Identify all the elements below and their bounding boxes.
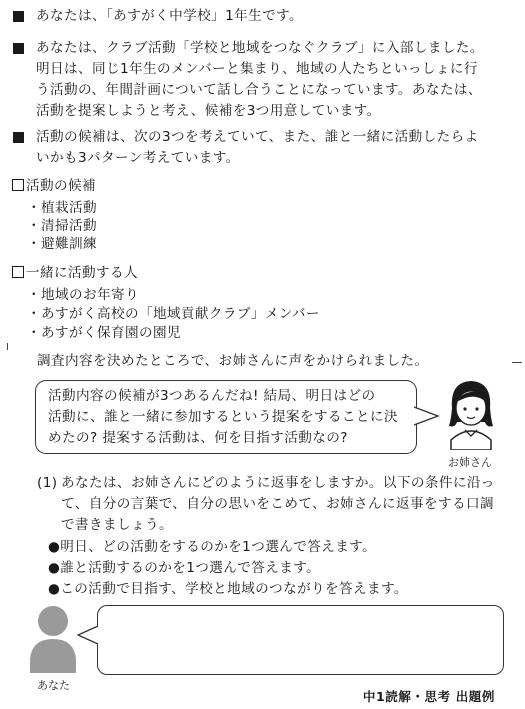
text-line: あなたは、「あすがく中学校」1年生です。: [36, 8, 304, 24]
sister-label: お姉さん: [448, 456, 492, 469]
partners-heading: [12, 263, 138, 284]
question-text: [61, 473, 495, 536]
bubble-tail: [414, 405, 440, 429]
condition-item: ●明日、どの活動をするのかを1つ選んで答えます。: [48, 539, 377, 555]
intro-paragraph-1: [36, 6, 496, 27]
bullet-square: [13, 132, 24, 143]
checkbox-icon: [12, 266, 24, 278]
text-line: 活動の候補は、次の3つを考えていて、また、誰と一緒に活動したらよ: [36, 129, 479, 145]
footer-label: 中1読解・思考 出題例: [362, 689, 495, 704]
student-silhouette: [28, 603, 78, 673]
sister-illustration: [443, 378, 499, 450]
question-line: あなたは、お姉さんにどのように返事をしますか。以下の条件に沿っ: [61, 475, 495, 491]
speech-line: 活動内容の候補が3つあるんだね! 結局、明日はどの: [48, 388, 376, 404]
intro-paragraph-2: [36, 38, 496, 122]
candidate-item: ・清掃活動: [27, 218, 97, 234]
condition-item: ●この活動で目指す、学校と地域のつながりを答えます。: [48, 581, 408, 597]
partner-item: ・あすがく保育園の園児: [27, 325, 181, 341]
sister-speech: [48, 386, 398, 449]
answer-bubble-tail: [77, 625, 99, 647]
situation-text: 調査内容を決めたところで、お姉さんに声をかけられました。: [37, 353, 429, 369]
question-line: て、自分の言葉で、自分の思いをこめて、お姉さんに返事をする口調: [61, 496, 494, 512]
speech-line: めたの? 提案する活動は、何を目指す活動なの?: [48, 430, 348, 446]
text-line: 活動を提案しようと考え、候補を3つ用意しています。: [36, 103, 381, 119]
candidate-item: ・植栽活動: [27, 200, 97, 216]
student-label: あなた: [37, 679, 70, 692]
conditions-list: [48, 537, 408, 600]
intro-paragraph-3: [36, 127, 496, 169]
bullet-square: [13, 43, 24, 54]
checkbox-icon: [12, 179, 24, 191]
question-number: (1): [37, 475, 58, 491]
text-line: う活動の、年間計画について話し合うことになっています。あなたは、: [36, 82, 482, 98]
text-line: あなたは、クラブ活動「学校と地域をつなぐクラブ」に入部しました。: [36, 40, 484, 56]
question-line: で書きましょう。: [61, 517, 173, 533]
answer-box[interactable]: [97, 605, 504, 675]
candidates-heading-text: 活動の候補: [26, 178, 96, 194]
condition-item: ●誰と活動するのかを1つ選んで答えます。: [48, 560, 321, 576]
partner-item: ・地域のお年寄り: [27, 287, 139, 303]
bullet-square: [13, 11, 24, 22]
margin-mark-left: [7, 343, 8, 350]
text-line: 明日は、同じ1年生のメンバーと集まり、地域の人たちといっしょに行: [36, 61, 478, 77]
text-line: いかも3パターン考えています。: [36, 150, 240, 166]
partner-item: ・あすがく高校の「地域貢献クラブ」メンバー: [27, 306, 320, 322]
partners-heading-text: 一緒に活動する人: [26, 265, 138, 281]
speech-line: 活動に、誰と一緒に参加するという提案をすることに決: [48, 409, 398, 425]
candidate-item: ・避難訓練: [27, 236, 97, 252]
candidates-heading: [12, 176, 96, 197]
margin-mark-right: [512, 362, 522, 363]
